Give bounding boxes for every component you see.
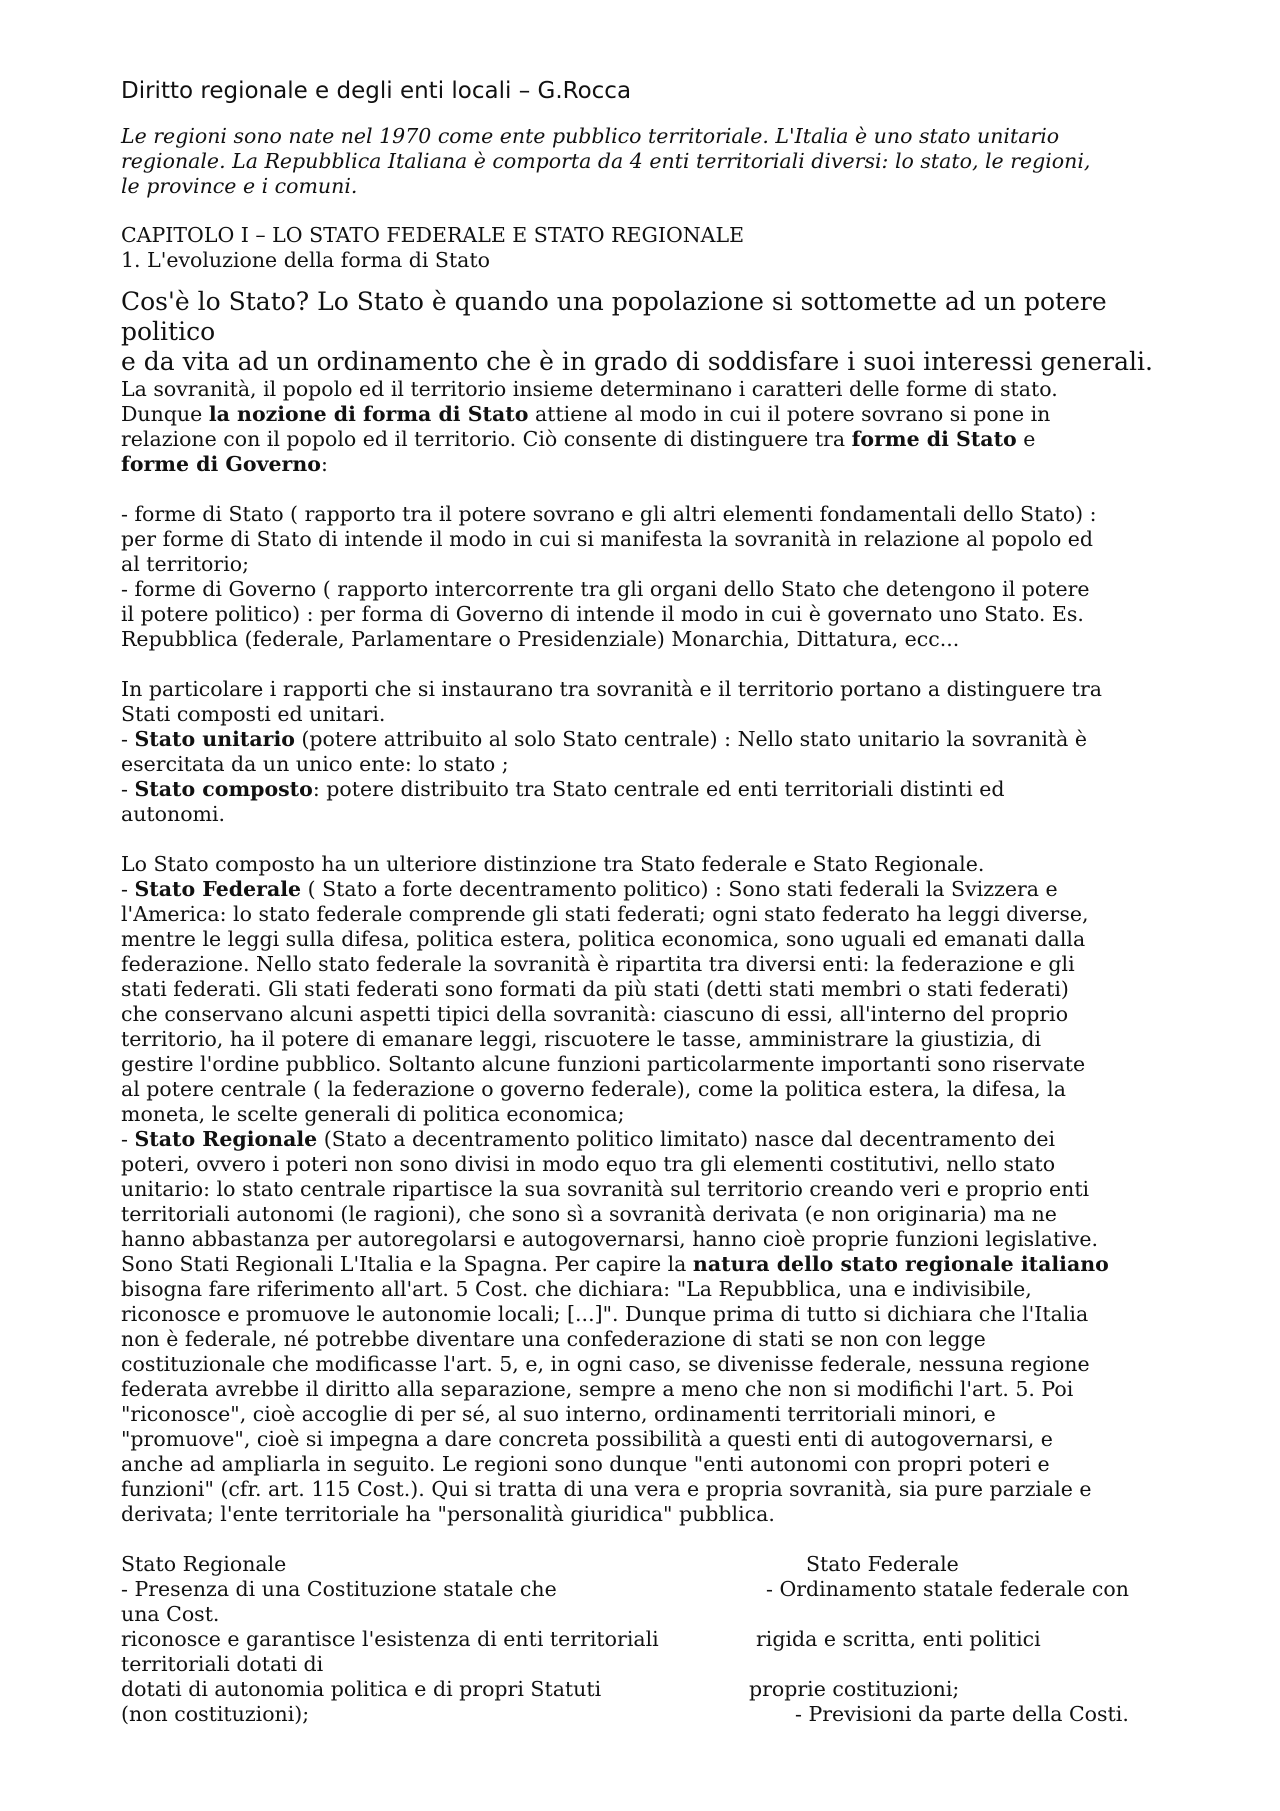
text-span: Sono Stati Regionali L'Italia e la Spagna. Per capire la — [121, 1252, 693, 1276]
text-line: per forme di Stato di intende il modo in cui si manifesta la sovranità in relazione al popolo ed — [121, 527, 1094, 551]
question-line: e da vita ad un ordinamento che è in grado di soddisfare i suoi interessi generali. — [121, 347, 1153, 376]
text-line: unitario: lo stato centrale ripartisce la sua sovranità sul territorio creando veri e proprio enti — [121, 1177, 1090, 1201]
text-line: "riconosce", cioè accoglie di per sé, al suo interno, ordinamenti territoriali minori, e — [121, 1402, 996, 1426]
comparison-right: - Previsioni da parte della Costi. — [795, 1702, 1129, 1726]
comparison-left: (non costituzioni); — [121, 1702, 310, 1726]
text-span: - — [121, 877, 135, 901]
text-line — [121, 1127, 1181, 1152]
comparison-right: rigida e scritta, enti politici — [756, 1627, 1041, 1651]
comparison-right: - Ordinamento statale federale con — [766, 1577, 1129, 1601]
text-line: al potere centrale ( la federazione o governo federale), come la politica estera, la difesa, la — [121, 1077, 1066, 1101]
comparison-left: dotati di autonomia politica e di propri Statuti — [121, 1677, 602, 1701]
text-line: anche ad ampliarla in seguito. Le regioni sono dunque "enti autonomi con propri poteri e — [121, 1452, 1050, 1476]
text-line — [121, 427, 1181, 452]
comparison-row — [121, 1702, 1181, 1727]
comparison-row — [121, 1652, 1181, 1677]
bold-term: Stato Regionale — [134, 1127, 318, 1151]
text-line: stati federati. Gli stati federati sono formati da più stati (detti stati membri o stati federati) — [121, 977, 1069, 1001]
paragraph-forms-intro — [121, 377, 1181, 477]
text-span: ( Stato a forte decentramento politico) : Sono stati federali la Svizzera e — [301, 877, 1058, 901]
blank-line — [121, 477, 1181, 502]
paragraph-federal-regional — [121, 852, 1181, 1527]
comparison-header-left: Stato Regionale — [121, 1552, 287, 1576]
text-line: non è federale, né potrebbe diventare una confederazione di stati se non con legge — [121, 1327, 986, 1351]
blank-line — [121, 652, 1181, 677]
blank-line — [121, 1527, 1181, 1552]
bold-term: forme di Stato — [851, 427, 1017, 451]
bold-term: Stato composto — [134, 777, 313, 801]
comparison-right: proprie costituzioni; — [749, 1677, 960, 1701]
text-line: federazione. Nello stato federale la sovranità è ripartita tra diversi enti: la federazione e gli — [121, 952, 1075, 976]
text-line: territoriali autonomi (le ragioni), che sono sì a sovranità derivata (e non originaria) ma ne — [121, 1202, 1057, 1226]
text-line: autonomi. — [121, 802, 226, 826]
text-line: Repubblica (federale, Parlamentare o Presidenziale) Monarchia, Dittatura, ecc... — [121, 627, 960, 651]
chapter-heading: CAPITOLO I – LO STATO FEDERALE E STATO REGIONALE — [121, 223, 745, 247]
text-line: esercitata da un unico ente: lo stato ; — [121, 752, 509, 776]
text-span: - — [121, 777, 135, 801]
text-line: hanno abbastanza per autoregolarsi e autogovernarsi, hanno cioè proprie funzioni legislative. — [121, 1227, 1098, 1251]
document-page — [121, 70, 1181, 1727]
text-line: moneta, le scelte generali di politica economica; — [121, 1102, 625, 1126]
comparison-row — [121, 1677, 1181, 1702]
paragraph-unitary-composite — [121, 677, 1181, 827]
comparison-left: territoriali dotati di — [121, 1652, 324, 1676]
intro-line: regionale. La Repubblica Italiana è comporta da 4 enti territoriali diversi: lo stato, le regioni, — [121, 149, 1091, 173]
section-heading: 1. L'evoluzione della forma di Stato — [121, 248, 490, 272]
comparison-row — [121, 1577, 1181, 1602]
text-span: : — [320, 452, 328, 476]
bold-term: forme di Governo — [121, 452, 321, 476]
text-span: Dunque — [121, 402, 209, 426]
text-span: relazione con il popolo ed il territorio. Ciò consente di distinguere tra — [121, 427, 852, 451]
text-line: La sovranità, il popolo ed il territorio insieme determinano i caratteri delle forme di stato. — [121, 377, 1058, 401]
bold-term: Stato Federale — [134, 877, 302, 901]
text-span: e — [1016, 427, 1036, 451]
text-line: - forme di Governo ( rapporto intercorrente tra gli organi dello Stato che detengono il potere — [121, 577, 1090, 601]
text-line: Stati composti ed unitari. — [121, 702, 386, 726]
text-line: l'America: lo stato federale comprende gli stati federati; ogni stato federato ha leggi diverse, — [121, 902, 1089, 926]
text-span: (Stato a decentramento politico limitato) nasce dal decentramento dei — [317, 1127, 1056, 1151]
text-span: - — [121, 727, 135, 751]
text-line: poteri, ovvero i poteri non sono divisi in modo equo tra gli elementi costitutivi, nello stato — [121, 1152, 1056, 1176]
text-line — [121, 452, 1181, 477]
text-span: : potere distribuito tra Stato centrale ed enti territoriali distinti ed — [312, 777, 1005, 801]
intro-paragraph — [121, 124, 1181, 199]
comparison-header — [121, 1552, 1181, 1577]
text-span: (potere attribuito al solo Stato centrale) : Nello stato unitario la sovranità è — [294, 727, 1087, 751]
intro-line: Le regioni sono nate nel 1970 come ente pubblico territoriale. L'Italia è uno stato unitario — [121, 124, 1060, 148]
text-span: attiene al modo in cui il potere sovrano si pone in — [528, 402, 1051, 426]
bold-term: natura dello stato regionale italiano — [692, 1252, 1109, 1276]
text-line: funzioni" (cfr. art. 115 Cost.). Qui si tratta di una vera e propria sovranità, sia pure parziale e — [121, 1477, 1092, 1501]
text-line: che conservano alcuni aspetti tipici della sovranità: ciascuno di essi, all'interno del proprio — [121, 1002, 1069, 1026]
intro-line: le province e i comuni. — [121, 174, 358, 198]
text-line: Lo Stato composto ha un ulteriore distinzione tra Stato federale e Stato Regionale. — [121, 852, 985, 876]
comparison-header-right: Stato Federale — [806, 1552, 959, 1576]
question-line: Cos'è lo Stato? Lo Stato è quando una popolazione si sottomette ad un potere politico — [121, 287, 1107, 346]
text-line: il potere politico) : per forma di Governo di intende il modo in cui è governato uno Stato. Es. — [121, 602, 1084, 626]
text-line: territorio, ha il potere di emanare leggi, riscuotere le tasse, amministrare la giustizia, di — [121, 1027, 1042, 1051]
text-line: al territorio; — [121, 552, 250, 576]
comparison-left: una Cost. — [121, 1602, 220, 1626]
text-span: - — [121, 1127, 135, 1151]
text-line: In particolare i rapporti che si instaurano tra sovranità e il territorio portano a distinguere tra — [121, 677, 1103, 701]
text-line: derivata; l'ente territoriale ha "personalità giuridica" pubblica. — [121, 1502, 775, 1526]
comparison-left: - Presenza di una Costituzione statale che — [121, 1577, 557, 1601]
text-line — [121, 1252, 1181, 1277]
blank-line — [121, 827, 1181, 852]
comparison-table — [121, 1552, 1181, 1727]
comparison-row — [121, 1602, 1181, 1627]
question-paragraph — [121, 287, 1181, 377]
text-line: "promuove", cioè si impegna a dare concreta possibilità a questi enti di autogovernarsi, e — [121, 1427, 1053, 1451]
text-line: bisogna fare riferimento all'art. 5 Cost. che dichiara: "La Repubblica, una e indivisibile, — [121, 1277, 1032, 1301]
text-line: riconosce e promuove le autonomie locali; [...]". Dunque prima di tutto si dichiara che l'Italia — [121, 1302, 1089, 1326]
comparison-left: riconosce e garantisce l'esistenza di enti territoriali — [121, 1627, 659, 1651]
document-title: Diritto regionale e degli enti locali – G.Rocca — [121, 78, 632, 104]
text-line — [121, 877, 1181, 902]
bold-term: la nozione di forma di Stato — [208, 402, 529, 426]
paragraph-forms-list — [121, 502, 1181, 652]
bold-term: Stato unitario — [134, 727, 295, 751]
text-line — [121, 727, 1181, 752]
text-line — [121, 402, 1181, 427]
text-line: mentre le leggi sulla difesa, politica estera, politica economica, sono uguali ed emanati dalla — [121, 927, 1086, 951]
text-line — [121, 777, 1181, 802]
text-line: costituzionale che modificasse l'art. 5, e, in ogni caso, se divenisse federale, nessuna regione — [121, 1352, 1090, 1376]
text-line: gestire l'ordine pubblico. Soltanto alcune funzioni particolarmente importanti sono riservate — [121, 1052, 1086, 1076]
text-line: federata avrebbe il diritto alla separazione, sempre a meno che non si modifichi l'art. 5. Poi — [121, 1377, 1074, 1401]
comparison-row — [121, 1627, 1181, 1652]
text-line: - forme di Stato ( rapporto tra il potere sovrano e gli altri elementi fondamentali dello Stato) : — [121, 502, 1097, 526]
